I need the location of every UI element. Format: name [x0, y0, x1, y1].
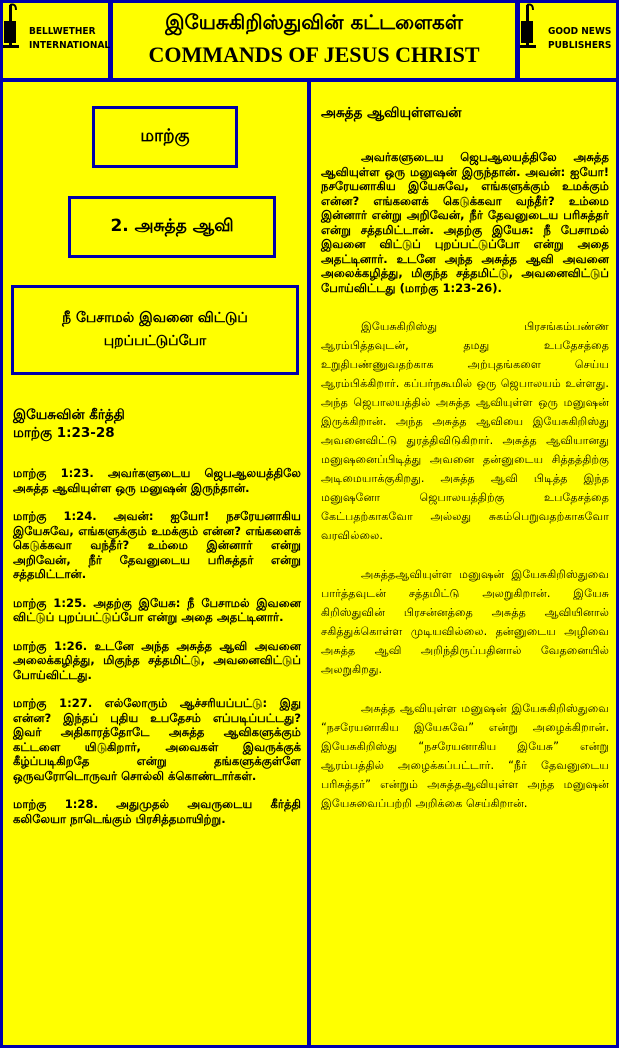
chapter-box	[68, 196, 276, 258]
verse-paragraph: மாற்கு 1:25. அதற்கு இயேசு: நீ பேசாமல் இவனை விட்டுப் புறப்பட்டுப்போ என்று அதை அதட்டினார்.	[13, 595, 301, 624]
chapter-title: 2. அசுத்த ஆவி	[110, 216, 234, 236]
summary-paragraph: அவர்களுடைய ஜெபஆலயத்திலே அசுத்த ஆவியுள்ள ஒரு மனுஷன் இருந்தான். அவன்: ஐயோ! நசரேயனாகிய இயேசுவே, எங்களுக்கும் உமக்கும் என்ன? எங்களைக் கெடுக்கவா வந்தீர்? உம்மை இன்னார் என்று அறிவேன், நீர் தேவனுடைய பரிசுத்தர் என்று சத்தமிட்டான். அதற்கு இயேசு: நீ பேசாமல் இவனை விட்டுப் புறப்பட்டுப்போ என்று அதை அதட்டினார். உடனே அந்த அசுத்த ஆவி அவனை அலைக்கழித்து, மிகுந்த சத்தமிட்டு, அவனைவிட்டுப் போய்விட்டது (மாற்கு 1:23-26).	[321, 150, 609, 295]
commentary-paragraph: அசுத்தஆவியுள்ள மனுஷன் இயேசுகிறிஸ்துவை பார்த்தவுடன் சத்தமிட்டு அலறுகிறான். இயேசு கிறிஸ்துவின் பிரசன்னத்தை அசுத்த ஆவியினால் சகித்துக்கொள்ள முடியவில்லை. தன்னுடைய அழிவை அசுத்த ஆவி அறிந்திருப்பதினால் வேதனையில் அலறுகிறது.	[321, 568, 609, 676]
logo-line-1: BELLWETHER	[29, 26, 96, 37]
verse-paragraph: மாற்கு 1:28. அதுமுதல் அவருடைய கீர்த்தி கலிலேயா நாடெங்கும் பிரசித்தமாயிற்று.	[13, 797, 301, 826]
shepherd-icon	[3, 3, 19, 49]
verse-paragraph: மாற்கு 1:27. எல்லோரும் ஆச்சரியப்பட்டு: இது என்ன? இந்தப் புதிய உபதேசம் எப்படிப்பட்டது? இவர் அதிகாரத்தோடே அசுத்த ஆவிகளுக்கும் கட்டளை யிடுகிறார், அவைகள் இவருக்குக் கீழ்ப்படிகிறதே என்று தங்களுக்குள்ளே ஒருவரோடொருவர் சொல்லி க்கொண்டார்கள்.	[13, 696, 301, 783]
good-news-logo	[520, 3, 616, 78]
logo-line-1: GOOD NEWS	[548, 26, 612, 37]
commentary-paragraph: இயேசுகிறிஸ்து பிரசங்கம்பண்ண ஆரம்பித்தவுடன், தமது உபதேசத்தை உறுதிபண்ணுவதற்காக அற்புதங்களை செய்ய ஆரம்பிக்கிறார். கப்பர்நகூமில் ஒரு ஜெபாலயம் உள்ளது. அந்த ஜெபாலயத்தில் அசுத்த ஆவியுள்ள ஒரு மனுஷன் இருக்கிறான். அந்த அசுத்த ஆவியை இயேசுகிறிஸ்து அவனைவிட்டு துரத்திவிடுகிறார். அசுத்த ஆவியானது மனுஷனைப்பிடித்து அவனை தன்னுடைய சித்தத்திற்கு அடிமையாக்குகிறது. அசுத்த ஆவி பிடித்த இந்த மனுஷனோ ஜெபாலயத்திற்கு உபதேசத்தை கேட்பதற்காகவோ அல்லது சுகம்பெறுவதற்காகவோ வரவில்லை.	[321, 320, 609, 542]
shepherd-icon	[520, 3, 536, 49]
verse-paragraph: மாற்கு 1:24. அவன்: ஐயோ! நசரேயனாகிய இயேசுவே, எங்களுக்கும் உமக்கும் என்ன? எங்களைக் கெடுக்கவா வந்தீர்? உம்மை இன்னார் என்று அறிவேன், நீர் தேவனுடைய பரிசுத்தர் என்று சத்தமிட்டான்.	[13, 509, 301, 581]
logo-line-2: INTERNATIONAL	[29, 40, 111, 51]
verse-list	[13, 406, 301, 840]
book-box	[92, 106, 238, 168]
key-verse: நீ பேசாமல் இவனை விட்டுப் புறப்பட்டுப்போ	[62, 310, 248, 349]
right-column	[311, 82, 616, 1045]
section-reference: மாற்கு 1:23-28	[13, 425, 115, 441]
commentary-paragraph: அசுத்த ஆவியுள்ள மனுஷன் இயேசுகிறிஸ்துவை “நசரேயனாகிய இயேசுவே” என்று அழைக்கிறான். இயேசுகிறிஸ்து “நசரேயனாகிய இயேசு” என்று ஆரம்பத்தில் அழைக்கப்பட்டார். “நீர் தேவனுடைய பரிசுத்தர்” என்றும் அசுத்தஆவியுள்ள அந்த மனுஷன் இயேசுவைப்பற்றி அறிக்கை செய்கிறான்.	[321, 702, 609, 810]
commentary	[321, 104, 609, 827]
left-column	[3, 82, 307, 1045]
title-english: COMMANDS OF JESUS CHRIST	[148, 42, 480, 67]
verse-paragraph: மாற்கு 1:23. அவர்களுடைய ஜெபஆலயத்திலே அசுத்த ஆவியுள்ள ஒரு மனுஷன் இருந்தான்.	[13, 466, 301, 495]
title-tamil: இயேசுகிறிஸ்துவின் கட்டளைகள்	[165, 10, 463, 34]
key-verse-box	[11, 285, 299, 375]
verse-paragraph: மாற்கு 1:26. உடனே அந்த அசுத்த ஆவி அவனை அலைக்கழித்து, மிகுந்த சத்தமிட்டு, அவனைவிட்டுப் போய்விட்டது.	[13, 638, 301, 682]
book-title: மாற்கு	[140, 126, 190, 146]
logo-line-2: PUBLISHERS	[548, 40, 612, 51]
section-heading: இயேசுவின் கீர்த்தி	[13, 407, 125, 423]
commentary-heading: அசுத்த ஆவியுள்ளவன்	[321, 105, 462, 121]
bellwether-logo	[3, 3, 111, 78]
title-banner	[113, 3, 515, 78]
